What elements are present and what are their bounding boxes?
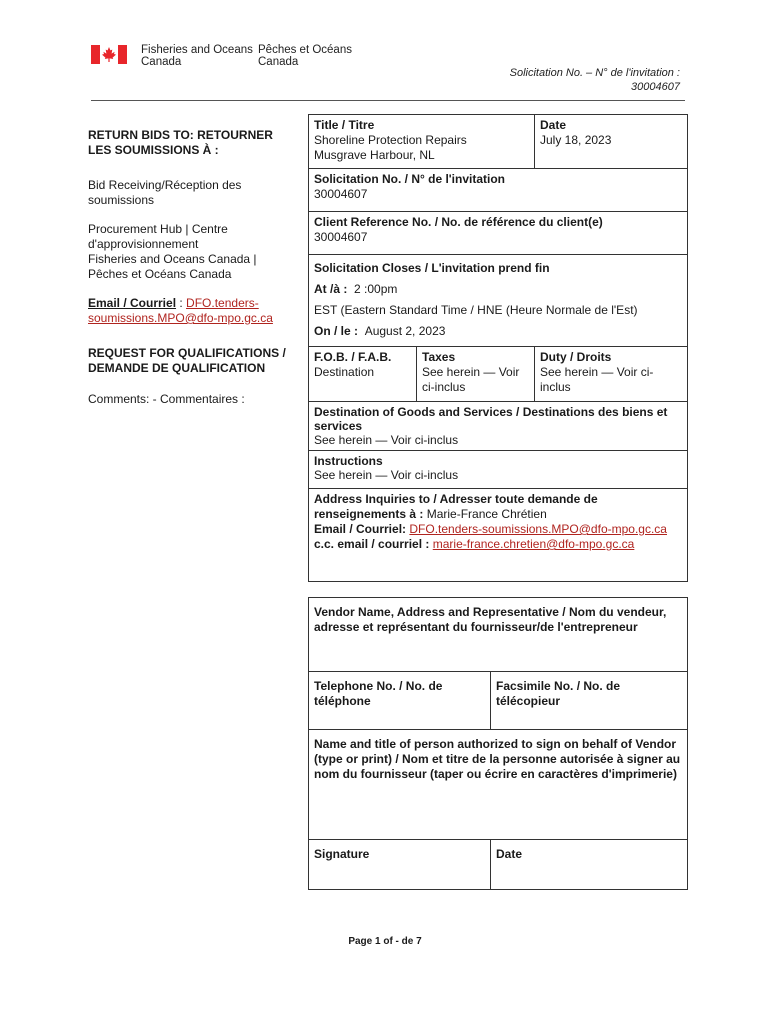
solicitation-number-label: Solicitation No. / N° de l'invitation — [314, 172, 505, 186]
vendor-name-label: Vendor Name, Address and Representative / Nom du vendeur, adresse et représentant du fournisseur/de l'entrepreneur — [314, 605, 667, 634]
cc-email-label: c.c. email / courriel : — [314, 537, 430, 551]
taxes-label: Taxes — [422, 350, 456, 364]
dept-fr-line2: Canada — [258, 56, 299, 68]
authorized-person-cell[interactable] — [309, 729, 687, 839]
date-label: Date — [540, 118, 567, 132]
signature-label: Signature — [314, 847, 370, 861]
email-separator: : — [176, 296, 187, 310]
timezone: EST (Eastern Standard Time / HNE (Heure Normale de l'Est) — [314, 303, 638, 317]
header-divider — [91, 100, 685, 101]
date-value: July 18, 2023 — [540, 133, 612, 147]
duty-label: Duty / Droits — [540, 350, 612, 364]
title-label: Title / Titre — [314, 118, 375, 132]
client-reference-cell — [309, 211, 687, 254]
instructions-value: See herein — Voir ci-inclus — [314, 468, 459, 482]
signature-cell[interactable] — [309, 839, 491, 889]
vendor-date-cell[interactable] — [491, 839, 687, 889]
rfq-title: REQUEST FOR QUALIFICATIONS / DEMANDE DE QUALIFICATION — [88, 346, 286, 375]
cc-email-link[interactable]: marie-france.chretien@dfo-mpo.gc.ca — [432, 537, 635, 551]
solicitation-closes-cell — [309, 254, 687, 346]
vendor-form — [308, 597, 688, 890]
dept-en-line1: Fisheries and Oceans — [141, 44, 253, 56]
solicitation-form — [308, 114, 688, 582]
on-value: August 2, 2023 — [364, 324, 446, 338]
department-name-fr — [258, 44, 352, 68]
date-cell — [535, 115, 687, 168]
procurement-dept: Fisheries and Oceans Canada | Pêches et Océans Canada — [88, 252, 257, 281]
taxes-cell — [417, 346, 535, 401]
procurement-hub: Procurement Hub | Centre d'approvisionnement — [88, 222, 228, 251]
vendor-name-cell[interactable] — [309, 602, 687, 671]
solicitation-number-cell — [309, 168, 687, 211]
fax-cell[interactable] — [491, 671, 687, 729]
client-reference-value: 30004607 — [314, 230, 368, 244]
bid-receiving: Bid Receiving/Réception des soumissions — [88, 178, 242, 207]
fob-cell — [309, 346, 417, 401]
canada-flag-icon — [91, 45, 127, 64]
telephone-cell[interactable] — [309, 671, 491, 729]
telephone-label: Telephone No. / No. de téléphone — [314, 679, 443, 708]
closes-date — [314, 321, 682, 342]
title-value-line1: Shoreline Protection Repairs — [314, 133, 467, 147]
dept-fr-line1: Pêches et Océans — [258, 44, 352, 56]
fob-label: F.O.B. / F.A.B. — [314, 350, 392, 364]
duty-cell — [535, 346, 687, 401]
destination-label: Destination of Goods and Services / Destinations des biens et services — [314, 405, 668, 433]
instructions-cell — [309, 450, 687, 488]
solicitation-header-label: Solicitation No. – N° de l'invitation : — [509, 67, 680, 79]
at-value: 2 :00pm — [354, 282, 398, 296]
authorized-person-label: Name and title of person authorized to sign on behalf of Vendor (type or print) / Nom et titre de la personne autorisée à signer au nom du fournisseur (taper ou écrire en caractères d'imprimerie) — [314, 737, 681, 781]
email-line — [88, 296, 293, 326]
comments-label: Comments: - Commentaires : — [88, 392, 245, 406]
client-reference-label: Client Reference No. / No. de référence du client(e) — [314, 215, 603, 229]
return-bids-title: RETURN BIDS TO: RETOURNER LES SOUMISSIONS À : — [88, 128, 273, 157]
at-label: At /à : — [314, 282, 348, 296]
closes-label: Solicitation Closes / L'invitation prend fin — [314, 261, 550, 275]
on-label: On / le : — [314, 324, 359, 338]
address-email-label: Email / Courriel: — [314, 522, 407, 536]
taxes-value: See herein — Voir ci-inclus — [422, 365, 520, 394]
duty-value: See herein — Voir ci-inclus — [540, 365, 654, 394]
solicitation-header-number: 30004607 — [631, 81, 680, 93]
dept-en-line2: Canada — [141, 56, 182, 68]
title-cell — [309, 115, 535, 168]
destination-cell — [309, 401, 687, 450]
destination-value: See herein — Voir ci-inclus — [314, 433, 459, 447]
address-email-link[interactable]: DFO.tenders-soumissions.MPO@dfo-mpo.gc.ca — [409, 522, 667, 536]
title-value-line2: Musgrave Harbour, NL — [314, 148, 435, 162]
instructions-label: Instructions — [314, 454, 383, 468]
solicitation-number-value: 30004607 — [314, 187, 368, 201]
address-line — [314, 492, 682, 522]
fax-label: Facsimile No. / No. de télécopieur — [496, 679, 621, 708]
closes-time — [314, 279, 682, 300]
return-bids-section — [88, 128, 293, 421]
department-name-en — [141, 44, 253, 68]
email-link[interactable]: DFO.tenders-soumissions.MPO@dfo-mpo.gc.ca — [88, 296, 273, 325]
address-label: Address Inquiries to / Adresser toute demande de renseignements à : — [314, 492, 598, 521]
cc-email-line — [314, 537, 682, 552]
address-contact: Marie-France Chrétien — [426, 507, 547, 521]
page-number: Page 1 of - de 7 — [348, 936, 422, 947]
solicitation-header — [510, 66, 680, 94]
email-label: Email / Courriel — [88, 296, 177, 310]
fob-value: Destination — [314, 365, 375, 379]
address-inquiries-cell — [309, 488, 687, 581]
address-email-line — [314, 522, 682, 537]
vendor-date-label: Date — [496, 847, 523, 861]
